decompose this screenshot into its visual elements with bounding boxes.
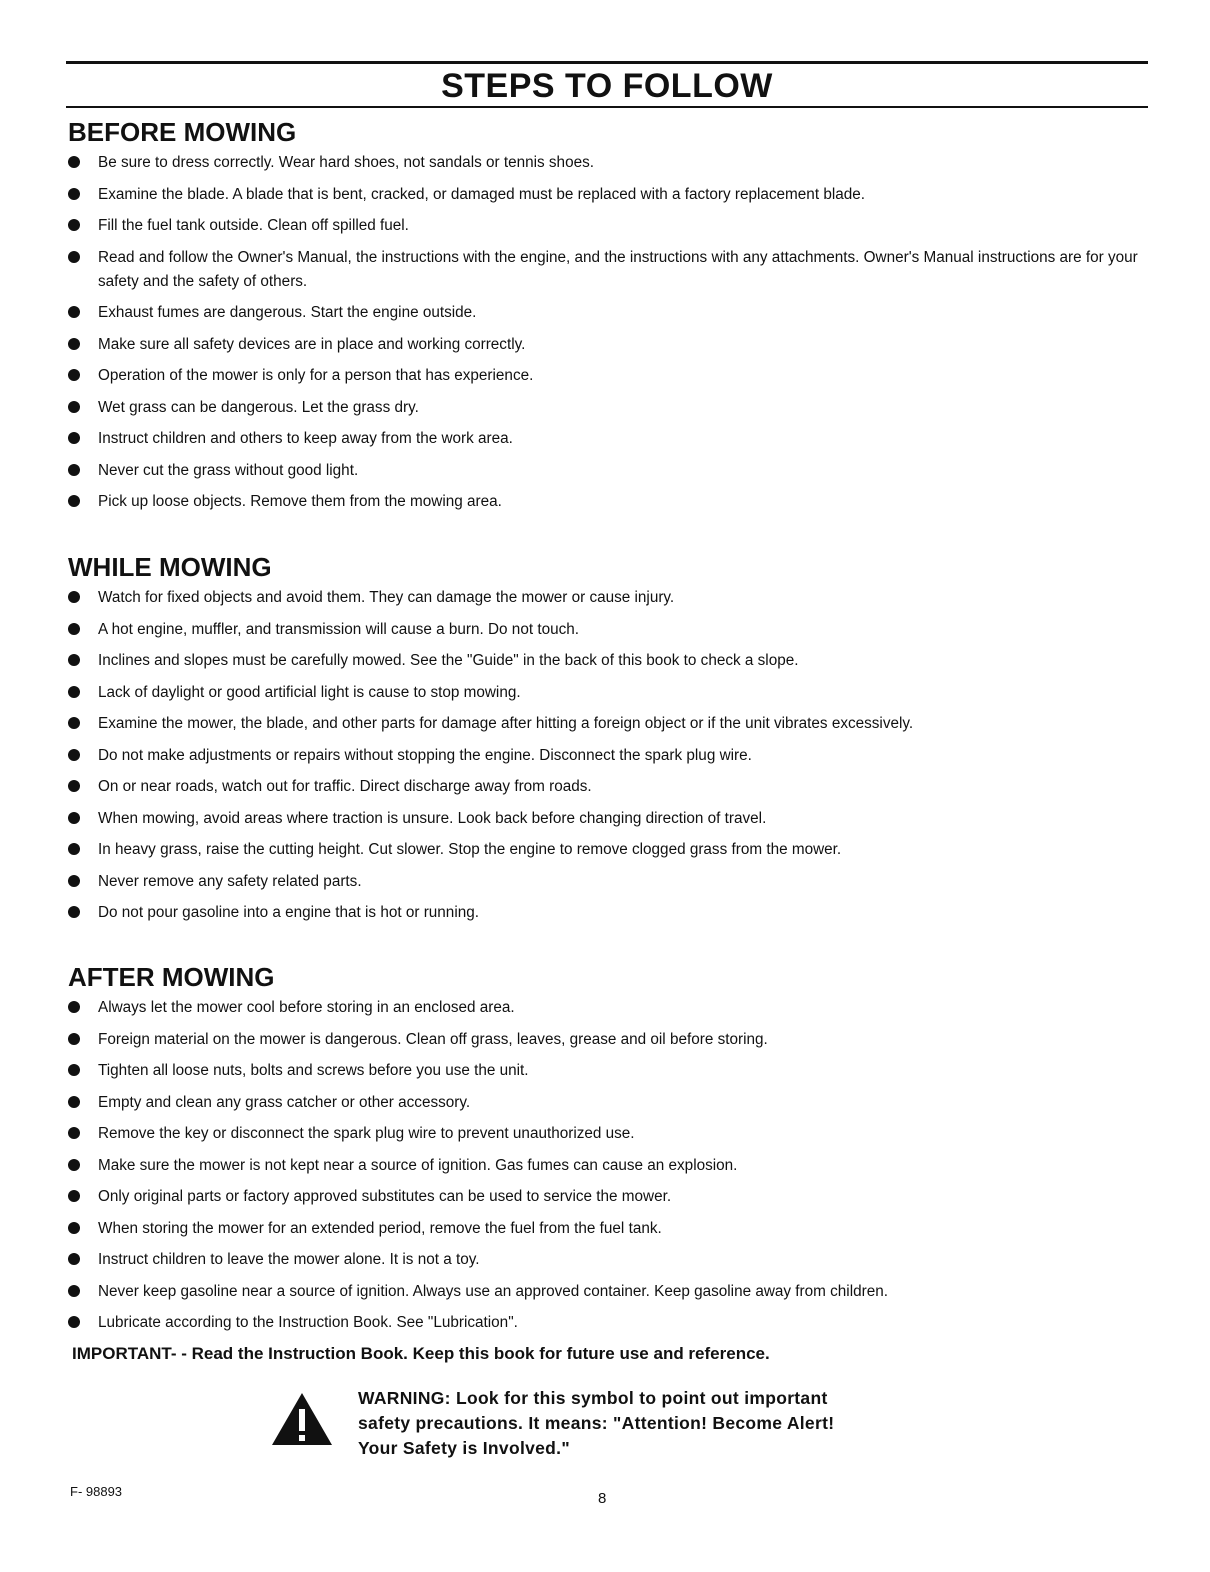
bullet-icon <box>68 1001 80 1013</box>
before-mowing-section <box>68 117 1158 522</box>
page-number: 8 <box>598 1490 607 1507</box>
warning-triangle-icon <box>270 1391 334 1447</box>
list-item-text: Lack of daylight or good artificial light is cause to stop mowing. <box>98 683 521 701</box>
bullet-icon <box>68 906 80 918</box>
bullet-icon <box>68 369 80 381</box>
list-item-text: Inclines and slopes must be carefully mowed. See the "Guide" in the back of this book to check a slope. <box>98 652 799 669</box>
title-bottom-rule <box>66 106 1148 108</box>
bullet-icon <box>68 432 80 444</box>
bullet-icon <box>68 654 80 666</box>
list-item <box>68 396 1158 420</box>
list-item-text: Pick up loose objects. Remove them from the mowing area. <box>98 493 502 510</box>
list-item-text: Never cut the grass without good light. <box>98 461 359 479</box>
list-item <box>68 1028 1158 1052</box>
list-item <box>68 1217 1158 1241</box>
list-item <box>68 183 1158 207</box>
list-item <box>68 681 1158 705</box>
list-item-text: Remove the key or disconnect the spark plug wire to prevent unauthorized use. <box>98 1125 635 1142</box>
list-item <box>68 901 1158 925</box>
bullet-icon <box>68 1190 80 1202</box>
list-item <box>68 775 1158 799</box>
bullet-icon <box>68 219 80 231</box>
list-item <box>68 807 1158 831</box>
list-item-text: Never remove any safety related parts. <box>98 872 362 890</box>
bullet-icon <box>68 401 80 413</box>
bullet-icon <box>68 338 80 350</box>
list-item-text: Always let the mower cool before storing in an enclosed area. <box>98 999 515 1016</box>
list-item <box>68 1122 1158 1146</box>
form-code: F- 98893 <box>70 1484 123 1499</box>
after-mowing-section <box>68 962 1158 1343</box>
list-item-text: Empty and clean any grass catcher or other accessory. <box>98 1093 471 1111</box>
steps-list <box>68 151 1158 514</box>
list-item-text: Examine the mower, the blade, and other parts for damage after hitting a foreign object or if the unit vibrates excessively. <box>98 715 914 732</box>
list-item-text: Do not pour gasoline into a engine that is hot or running. <box>98 904 479 921</box>
bullet-icon <box>68 749 80 761</box>
section-heading: BEFORE MOWING <box>68 117 297 147</box>
warning-line: Your Safety is Involved." <box>358 1438 570 1458</box>
list-item <box>68 838 1158 862</box>
list-item <box>68 712 1158 736</box>
list-item <box>68 151 1158 175</box>
list-item-text: In heavy grass, raise the cutting height. Cut slower. Stop the engine to remove clogged grass from the mower. <box>98 841 842 858</box>
list-item-text: When storing the mower for an extended period, remove the fuel from the fuel tank. <box>98 1219 662 1237</box>
list-item-text: Make sure all safety devices are in place and working correctly. <box>98 335 526 353</box>
list-item-text: Operation of the mower is only for a person that has experience. <box>98 367 534 384</box>
list-item-text: Never keep gasoline near a source of ignition. Always use an approved container. Keep gasoline away from children. <box>98 1282 888 1300</box>
bullet-icon <box>68 1222 80 1234</box>
list-item <box>68 744 1158 768</box>
warning-text <box>358 1386 918 1461</box>
title-top-rule <box>66 61 1148 64</box>
bullet-icon <box>68 251 80 263</box>
list-item-text: Foreign material on the mower is dangerous. Clean off grass, leaves, grease and oil before storing. <box>98 1030 768 1048</box>
list-item <box>68 1248 1158 1272</box>
bullet-icon <box>68 1253 80 1265</box>
while-mowing-section <box>68 552 1158 933</box>
bullet-icon <box>68 1285 80 1297</box>
list-item <box>68 618 1158 642</box>
page-title: STEPS TO FOLLOW <box>441 67 773 105</box>
list-item <box>68 246 1158 294</box>
list-item-text: A hot engine, muffler, and transmission will cause a burn. Do not touch. <box>98 620 579 638</box>
bullet-icon <box>68 623 80 635</box>
list-item <box>68 1154 1158 1178</box>
list-item <box>68 649 1158 673</box>
bullet-icon <box>68 156 80 168</box>
list-item <box>68 1091 1158 1115</box>
bullet-icon <box>68 1159 80 1171</box>
steps-list <box>68 586 1158 925</box>
bullet-icon <box>68 875 80 887</box>
list-item-text: Tighten all loose nuts, bolts and screws before you use the unit. <box>98 1062 529 1079</box>
list-item-text: Do not make adjustments or repairs without stopping the engine. Disconnect the spark plug wire. <box>98 746 752 764</box>
list-item-text: Read and follow the Owner's Manual, the instructions with the engine, and the instructions with any attachments. Owner's Manual instructions are for your safety and the safety of others. <box>98 248 1138 290</box>
steps-list <box>68 996 1158 1335</box>
list-item-text: Examine the blade. A blade that is bent, cracked, or damaged must be replaced with a factory replacement blade. <box>98 185 865 203</box>
section-heading: WHILE MOWING <box>68 552 272 582</box>
bullet-icon <box>68 495 80 507</box>
list-item <box>68 586 1158 610</box>
list-item-text: Fill the fuel tank outside. Clean off spilled fuel. <box>98 217 409 234</box>
list-item-text: When mowing, avoid areas where traction is unsure. Look back before changing direction of travel. <box>98 809 767 827</box>
list-item-text: Exhaust fumes are dangerous. Start the engine outside. <box>98 304 477 321</box>
bullet-icon <box>68 464 80 476</box>
list-item <box>68 870 1158 894</box>
bullet-icon <box>68 686 80 698</box>
important-note: IMPORTANT- - Read the Instruction Book. Keep this book for future use and reference. <box>72 1344 770 1363</box>
list-item <box>68 427 1158 451</box>
list-item-text: Make sure the mower is not kept near a source of ignition. Gas fumes can cause an explosion. <box>98 1156 738 1174</box>
bullet-icon <box>68 1033 80 1045</box>
list-item-text: Watch for fixed objects and avoid them. They can damage the mower or cause injury. <box>98 589 675 606</box>
list-item <box>68 459 1158 483</box>
list-item-text: Instruct children to leave the mower alone. It is not a toy. <box>98 1251 480 1268</box>
bullet-icon <box>68 843 80 855</box>
list-item <box>68 1311 1158 1335</box>
list-item-text: Be sure to dress correctly. Wear hard shoes, not sandals or tennis shoes. <box>98 154 594 171</box>
list-item-text: Only original parts or factory approved substitutes can be used to service the mower. <box>98 1188 672 1205</box>
list-item-text: Wet grass can be dangerous. Let the grass dry. <box>98 398 419 416</box>
bullet-icon <box>68 812 80 824</box>
list-item <box>68 1280 1158 1304</box>
list-item-text: Instruct children and others to keep away from the work area. <box>98 430 513 447</box>
section-heading: AFTER MOWING <box>68 962 275 992</box>
bullet-icon <box>68 1096 80 1108</box>
warning-line: safety precautions. It means: "Attention! Become Alert! <box>358 1413 835 1433</box>
warning-line: WARNING: Look for this symbol to point out important <box>358 1388 828 1408</box>
bullet-icon <box>68 1127 80 1139</box>
bullet-icon <box>68 591 80 603</box>
list-item <box>68 996 1158 1020</box>
bullet-icon <box>68 306 80 318</box>
list-item <box>68 301 1158 325</box>
list-item <box>68 364 1158 388</box>
bullet-icon <box>68 1064 80 1076</box>
list-item-text: Lubricate according to the Instruction Book. See "Lubrication". <box>98 1314 518 1331</box>
bullet-icon <box>68 717 80 729</box>
bullet-icon <box>68 1316 80 1328</box>
list-item <box>68 333 1158 357</box>
bullet-icon <box>68 188 80 200</box>
list-item <box>68 1185 1158 1209</box>
list-item <box>68 490 1158 514</box>
bullet-icon <box>68 780 80 792</box>
list-item <box>68 214 1158 238</box>
list-item-text: On or near roads, watch out for traffic. Direct discharge away from roads. <box>98 778 592 795</box>
list-item <box>68 1059 1158 1083</box>
